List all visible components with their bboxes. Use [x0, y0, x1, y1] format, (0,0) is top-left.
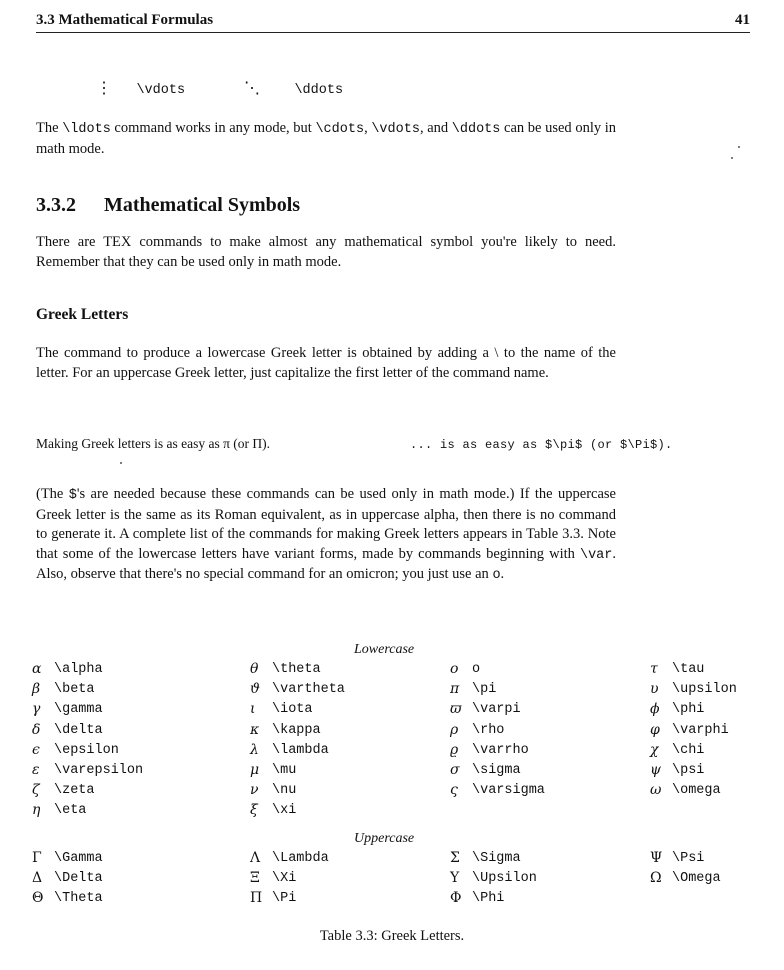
greek-command: \alpha — [54, 662, 103, 677]
greek-command: \tau — [672, 662, 705, 677]
greek-command: \Delta — [54, 871, 103, 887]
greek-symbol: ν — [250, 782, 259, 799]
greek-symbol: ϑ — [250, 681, 261, 698]
greek-command: \eta — [54, 803, 87, 819]
greek-command: \iota — [272, 702, 313, 718]
vdots-code: \vdots — [371, 122, 420, 137]
section-header: 3.3 Mathematical Formulas — [36, 12, 214, 28]
ldots-code: \ldots — [62, 122, 111, 137]
text: command works in any mode, but — [110, 120, 316, 136]
ddots-symbol: ⋱ — [244, 78, 260, 97]
greek-command: \epsilon — [54, 742, 119, 758]
greek-command: \varpi — [472, 702, 521, 718]
greek-command: \Pi — [272, 891, 297, 907]
greek-symbol: ς — [450, 782, 458, 799]
greek-symbol: σ — [450, 762, 460, 778]
greek-symbol: λ — [250, 741, 259, 758]
greek-command: \Sigma — [472, 851, 521, 866]
greek-command: \psi — [672, 763, 705, 778]
subsection-number: 3.3.2 — [36, 194, 76, 216]
greek-command: \varepsilon — [54, 763, 144, 778]
text: . Also, observe that there's no special command for an omicron; you just use an — [36, 545, 616, 582]
greek-symbol: ξ — [250, 802, 258, 819]
greek-symbol: θ — [250, 661, 259, 677]
greek-symbol: Ξ — [250, 870, 260, 887]
scan-speck — [738, 146, 740, 148]
greek-symbol: ϱ — [450, 741, 459, 758]
greek-symbol: ϕ — [650, 701, 660, 718]
greek-command: \gamma — [54, 702, 103, 718]
greek-command: \zeta — [54, 783, 95, 799]
greek-symbol: τ — [650, 661, 658, 677]
greek-command: \upsilon — [672, 682, 737, 698]
greek-symbol: ϖ — [450, 701, 462, 718]
greek-symbol: κ — [250, 721, 260, 738]
ldots-paragraph — [36, 119, 616, 159]
greek-symbol: ι — [250, 701, 256, 718]
ddots-example — [244, 78, 343, 98]
uppercase-label: Uppercase — [354, 831, 415, 846]
greek-command: \varphi — [672, 722, 729, 738]
ddots-code: \ddots — [451, 122, 501, 137]
greek-symbol: Θ — [32, 890, 44, 907]
greek-letters-heading: Greek Letters — [36, 306, 129, 323]
greek-symbol: υ — [650, 681, 659, 698]
page-number: 41 — [735, 12, 750, 28]
greek-symbol: ρ — [450, 721, 459, 738]
text: The — [36, 120, 63, 136]
greek-command: \Upsilon — [472, 871, 537, 887]
greek-symbol: δ — [32, 721, 41, 738]
greek-command: \delta — [54, 722, 103, 738]
running-head — [36, 12, 750, 33]
example-output: Making Greek letters is as easy as π (or Π). — [36, 436, 270, 451]
greek-symbol: γ — [32, 701, 41, 718]
greek-command: \varsigma — [472, 783, 545, 799]
text: (The — [36, 486, 69, 502]
vdots-example — [96, 78, 185, 98]
dollar-code: $ — [68, 488, 77, 503]
greek-symbol: ε — [32, 762, 40, 778]
greek-symbol: ψ — [650, 762, 661, 778]
greek-command: \chi — [672, 742, 705, 758]
text: . — [500, 566, 505, 582]
greek-command: \Theta — [54, 891, 103, 907]
greek-symbol: χ — [650, 741, 659, 758]
greek-command: \pi — [472, 682, 497, 698]
greek-command: \Psi — [672, 851, 705, 866]
greek-command: \Omega — [672, 871, 721, 887]
greek-command: \rho — [472, 722, 505, 738]
greek-symbol: Ψ — [650, 850, 663, 866]
greek-symbol: μ — [250, 762, 260, 778]
greek-command: \Xi — [272, 871, 297, 887]
text: can be used only in math mode. — [36, 120, 617, 157]
o-code: o — [492, 568, 501, 583]
greek-command: \phi — [672, 702, 705, 718]
greek-command: \sigma — [472, 763, 521, 778]
var-code: \var — [579, 547, 613, 563]
text: 's are needed because these commands can be used only in math mode.) If the uppercase Greek letter is the same as its Roman equivalent, as in uppercase alpha, then there is no command to generate it. A complete list of the commands for making Greek letters appears in Table 3.3. Note that some of the lowercase letters have variant forms, made by commands beginning with — [36, 486, 616, 562]
greek-symbol: Ω — [650, 870, 662, 887]
greek-symbol: Λ — [250, 850, 261, 866]
greek-symbol: Δ — [32, 870, 43, 887]
symbols-intro-paragraph: There are TEX commands to make almost any mathematical symbol you're likely to need. Remember that they can be used only in math mode. — [36, 234, 616, 270]
greek-command: \beta — [54, 682, 95, 698]
greek-command: \Phi — [472, 891, 505, 907]
greek-command: \omega — [672, 783, 721, 799]
subsection-title: Mathematical Symbols — [104, 194, 301, 216]
greek-command: \kappa — [272, 722, 321, 738]
greek-symbol: ζ — [32, 782, 40, 799]
greek-symbol: Π — [250, 890, 263, 907]
lowercase-label: Lowercase — [354, 642, 415, 657]
greek-command: o — [472, 662, 481, 677]
greek-symbol: Υ — [450, 870, 460, 887]
greek-symbol: Φ — [450, 890, 462, 907]
greek-symbol: η — [32, 802, 41, 819]
scan-speck — [120, 462, 122, 464]
greek-symbol: o — [450, 661, 459, 677]
greek-symbol: Σ — [450, 850, 460, 866]
greek-command: \varrho — [472, 742, 529, 758]
subsection-heading — [36, 194, 300, 217]
vdots-command: \vdots — [136, 83, 186, 98]
dollar-note-paragraph — [36, 485, 616, 586]
greek-symbol: π — [450, 681, 460, 698]
example-source: ... is as easy as $\pi$ (or $\Pi$). — [410, 438, 673, 452]
text: , — [364, 120, 372, 136]
greek-symbol: α — [32, 661, 42, 677]
scan-speck — [731, 157, 733, 159]
greek-command: \Lambda — [272, 851, 329, 866]
table-caption: Table 3.3: Greek Letters. — [319, 928, 465, 944]
greek-command: \nu — [272, 783, 297, 799]
cdots-code: \cdots — [315, 122, 365, 137]
greek-symbol: ω — [650, 782, 662, 799]
greek-symbol: φ — [650, 721, 660, 738]
greek-intro-paragraph: The command to produce a lowercase Greek letter is obtained by adding a \ to the name of the letter. For an uppercase Greek letter, just capitalize the first letter of the command name. — [36, 345, 616, 381]
greek-command: \xi — [272, 803, 297, 819]
vdots-symbol: ⋮ — [96, 78, 112, 97]
greek-symbol: β — [32, 681, 41, 698]
greek-command: \vartheta — [272, 682, 345, 698]
greek-symbol: Γ — [32, 850, 42, 866]
ddots-command: \ddots — [294, 83, 344, 98]
text: , and — [419, 120, 452, 136]
greek-command: \mu — [272, 763, 297, 778]
greek-command: \lambda — [272, 742, 329, 758]
greek-command: \theta — [272, 662, 321, 677]
greek-command: \Gamma — [54, 851, 103, 866]
greek-symbol: ϵ — [32, 741, 40, 758]
